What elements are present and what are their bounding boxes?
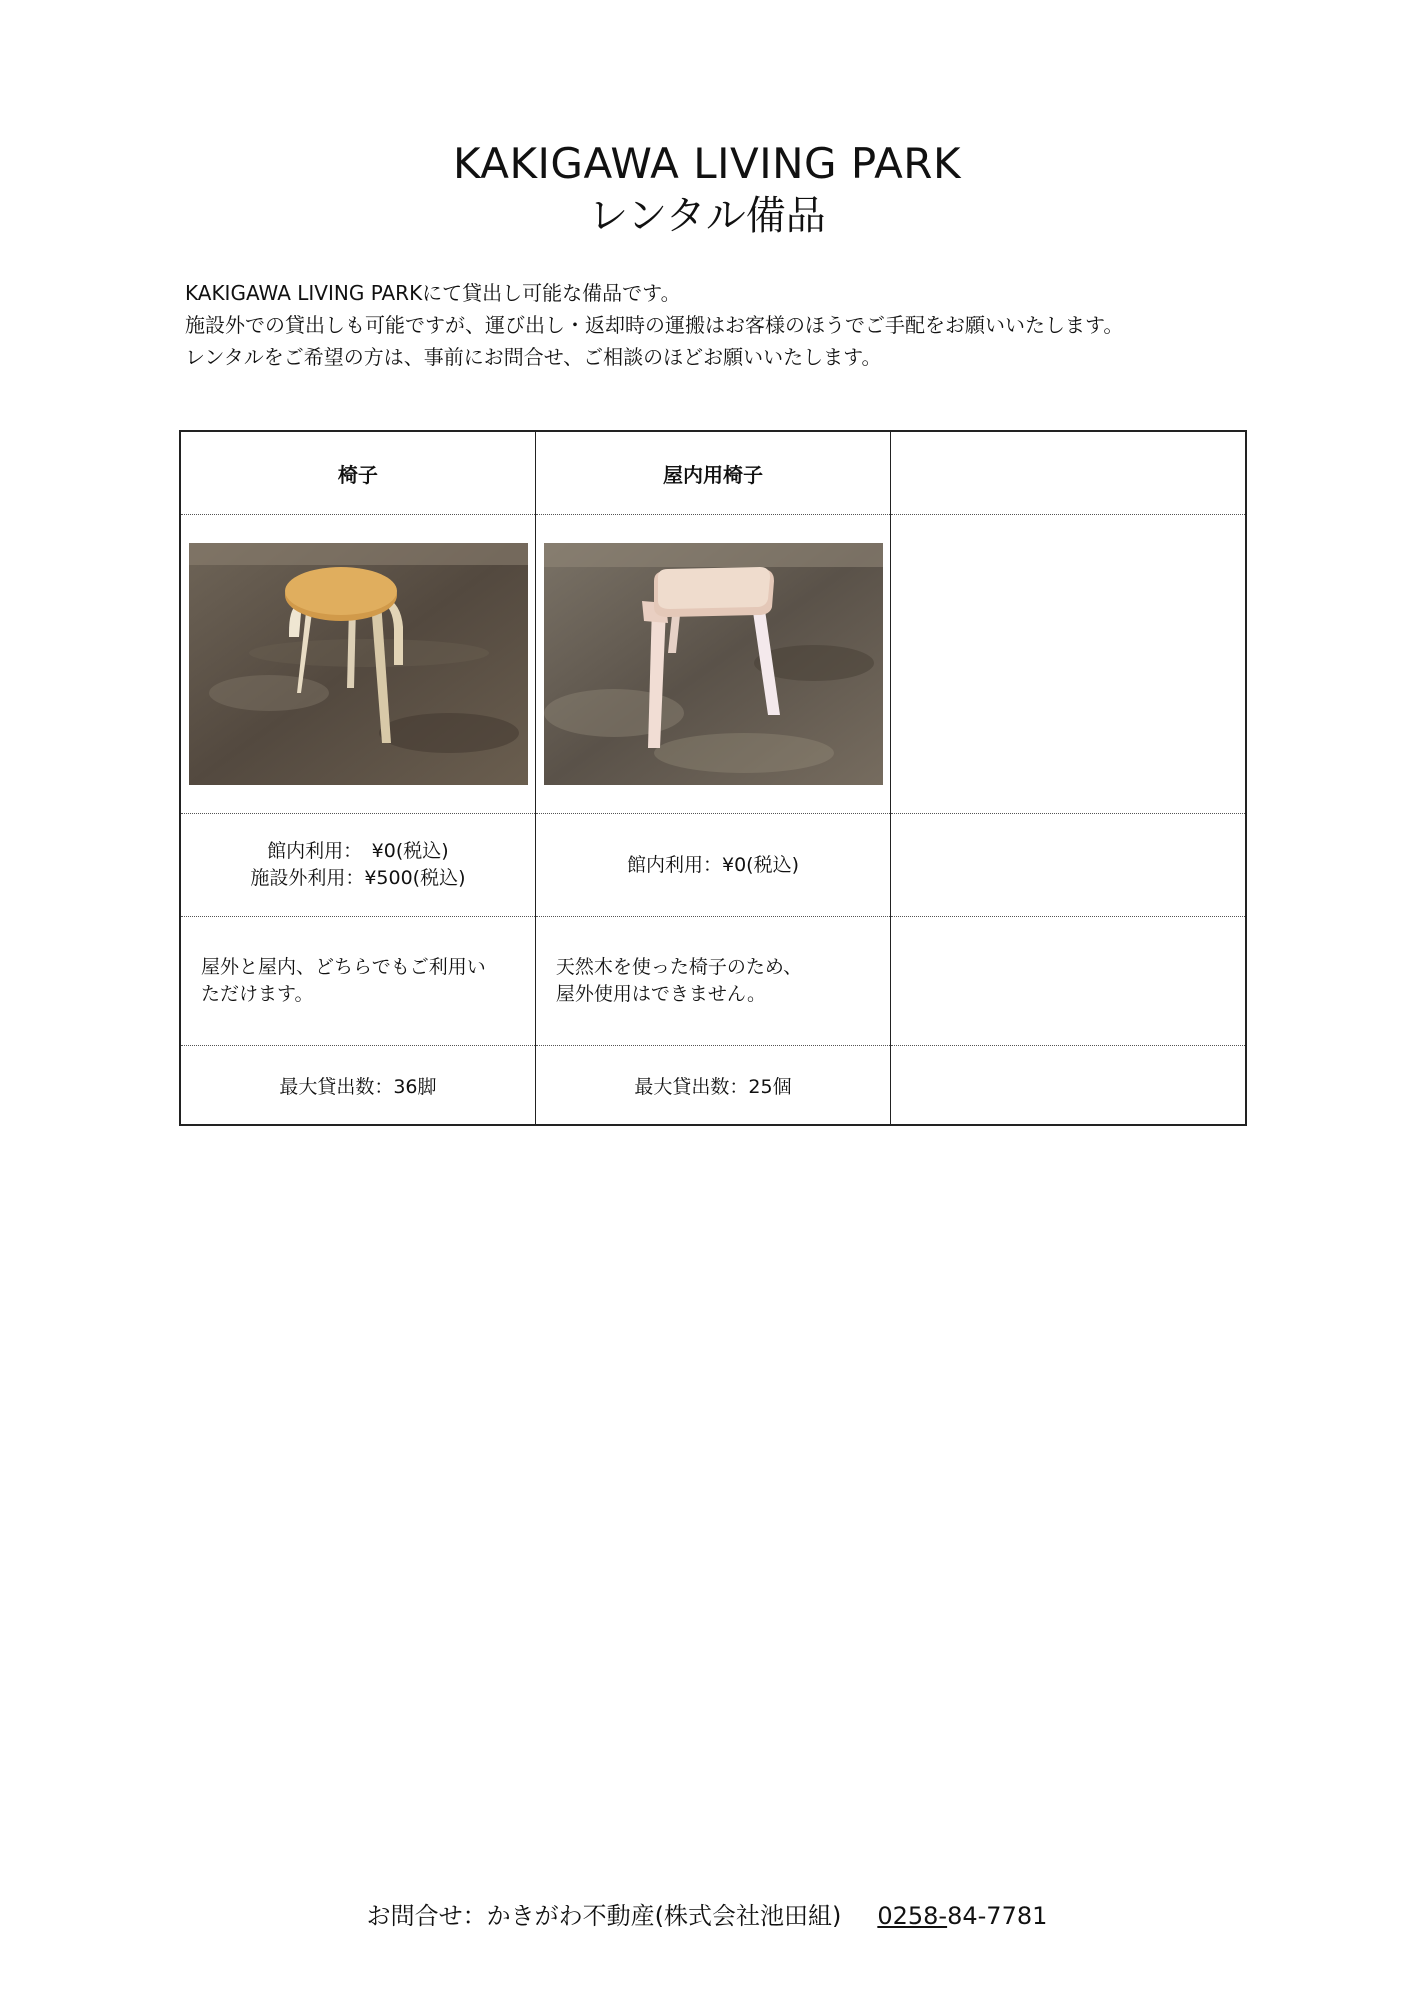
stool-photo <box>189 543 528 785</box>
item-note-cell <box>180 917 535 1046</box>
item-price-cell <box>535 814 890 917</box>
phone-rest[interactable]: 84-7781 <box>947 1902 1048 1930</box>
empty-cell <box>891 431 1246 515</box>
note-line: ただけます。 <box>201 983 314 1005</box>
intro-line: レンタルをご希望の方は、事前にお問合せ、ご相談のほどお願いいたします。 <box>185 345 882 369</box>
note-line: 天然木を使った椅子のため、 <box>555 956 803 978</box>
item-name-cell: 椅子 <box>180 431 535 515</box>
item-photo-cell <box>535 515 890 814</box>
contact-label: お問合せ：かきがわ不動産(株式会社池田組) <box>366 1902 842 1930</box>
page-subtitle: レンタル備品 <box>588 193 826 239</box>
empty-cell <box>891 515 1246 814</box>
note-line: 屋外使用はできません。 <box>555 983 766 1005</box>
item-photo-cell <box>180 515 535 814</box>
empty-cell <box>891 814 1246 917</box>
price-line: 館内利用：¥0(税込) <box>626 853 799 876</box>
table-row-names <box>180 431 1246 515</box>
empty-cell <box>891 1046 1246 1126</box>
price-line: 施設外利用：¥500(税込) <box>250 867 466 889</box>
table-row-photos <box>180 515 1246 814</box>
price-line: 館内利用： ¥0(税込) <box>267 840 449 862</box>
table-row-prices <box>180 814 1246 917</box>
item-price-cell <box>180 814 535 917</box>
phone-number[interactable] <box>877 1902 1047 1930</box>
intro-line: 施設外での貸出しも可能ですが、運び出し・返却時の運搬はお客様のほうでご手配をお願いいたします。 <box>185 313 1124 337</box>
item-note-cell <box>535 917 890 1046</box>
footer-contact <box>0 1896 1414 1931</box>
table-row-max <box>180 1046 1246 1126</box>
item-name-cell: 屋内用椅子 <box>535 431 890 515</box>
wooden-stool-photo <box>544 543 883 785</box>
note-line: 屋外と屋内、どちらでもご利用い <box>201 956 486 978</box>
empty-cell <box>891 917 1246 1046</box>
table-row-notes <box>180 917 1246 1046</box>
intro-line: KAKIGAWA LIVING PARKにて貸出し可能な備品です。 <box>185 281 681 305</box>
phone-prefix[interactable]: 0258- <box>877 1902 948 1930</box>
rental-items-table <box>179 430 1247 1126</box>
page-title: KAKIGAWA LIVING PARK <box>452 139 962 188</box>
intro-text <box>185 277 1305 373</box>
item-max-cell: 最大貸出数：36脚 <box>180 1046 535 1126</box>
item-max-cell: 最大貸出数：25個 <box>535 1046 890 1126</box>
